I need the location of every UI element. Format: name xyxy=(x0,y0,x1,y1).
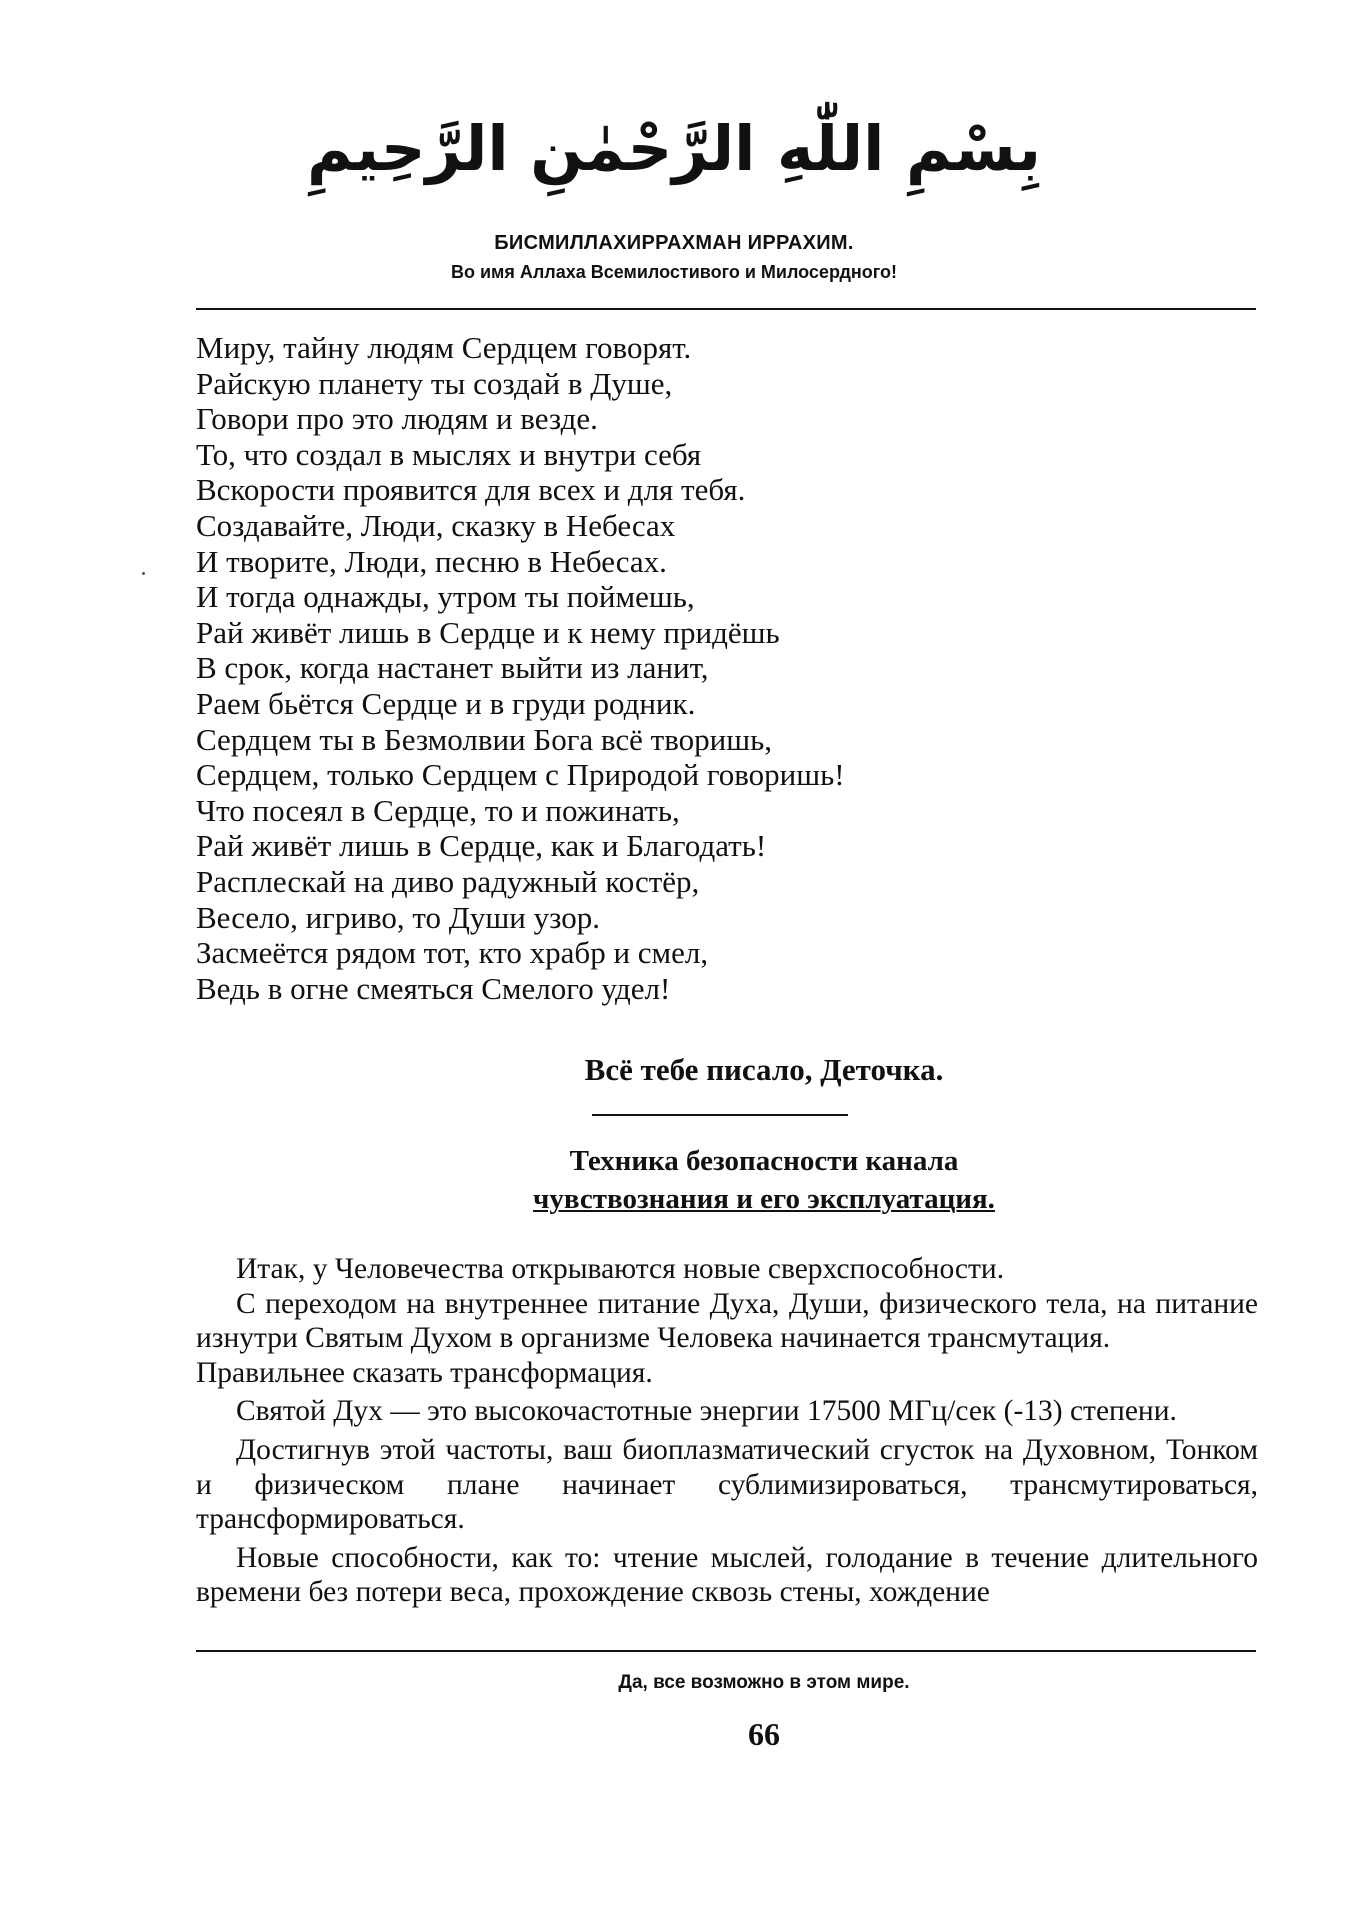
scan-speck xyxy=(142,572,145,575)
section-body xyxy=(196,1252,1258,1610)
poem-line: Засмеётся рядом тот, кто храбр и смел, xyxy=(196,935,709,971)
header-divider xyxy=(196,308,1256,310)
poem-line: Весело, игриво, то Души узор. xyxy=(196,899,600,935)
paragraph: Святой Дух — это высокочастотные энергии 17500 МГц/сек (-13) степени. xyxy=(236,1395,1177,1428)
paragraph: Правильнее сказать трансформация. xyxy=(196,1356,653,1389)
header-title: БИСМИЛЛАХИРРАХМАН ИРРАХИМ. xyxy=(494,232,854,254)
poem-line: Ведь в огне смеяться Смелого удел! xyxy=(196,970,671,1006)
poem-line: Раем бьётся Сердце и в груди родник. xyxy=(196,685,696,721)
section-divider xyxy=(592,1114,848,1116)
footer-divider xyxy=(196,1650,1256,1652)
section-heading xyxy=(0,1142,1348,1218)
poem-line: Что посеял в Сердце, то и пожинать, xyxy=(196,792,680,828)
poem-line: Сердцем, только Сердцем с Природой говоришь! xyxy=(196,757,845,793)
signature: Всё тебе писало, Деточка. xyxy=(584,1052,944,1087)
header-subtitle: Во имя Аллаха Всемилостивого и Милосердного! xyxy=(450,262,898,282)
paragraph: Достигнув этой частоты, ваш биоплазматический сгусток на Духовном, Тонком и физическом плане начинает сублимизироваться, трансмутироваться, трансформироваться. xyxy=(196,1433,1258,1536)
section-heading-line-1: Техника безопасности канала xyxy=(569,1145,959,1177)
basmala-calligraphy: بِسْمِ اللّٰهِ الرَّحْمٰنِ الرَّحِيمِ xyxy=(306,112,1042,185)
page-number: 66 xyxy=(748,1716,780,1752)
poem-line: Райскую планету ты создай в Душе, xyxy=(196,365,673,401)
poem-line: И творите, Люди, песню в Небесах. xyxy=(196,543,667,579)
poem-line: Миру, тайну людям Сердцем говорят. xyxy=(196,330,692,365)
poem-line: В срок, когда настанет выйти из ланит, xyxy=(196,650,709,686)
poem-line: Вскорости проявится для всех и для тебя. xyxy=(196,472,746,508)
paragraph: Итак, у Человечества открываются новые сверхспособности. xyxy=(236,1253,1005,1285)
poem-line: И тогда однажды, утром ты поймешь, xyxy=(196,579,695,615)
poem-line: Расплескай на диво радужный костёр, xyxy=(196,863,700,899)
footer-note: Да, все возможно в этом мире. xyxy=(618,1672,910,1693)
poem-line: Говори про это людям и везде. xyxy=(196,401,598,437)
paragraph: С переходом на внутреннее питание Духа, Души, физического тела, на питание изнутри Святым Духом в организме Человека начинается трансмутация. xyxy=(196,1287,1258,1355)
paragraph: Новые способности, как то: чтение мыслей, голодание в течение длительного времени без потери веса, прохождение сквозь стены, хождение xyxy=(196,1541,1258,1609)
poem-line: Рай живёт лишь в Сердце, как и Благодать! xyxy=(196,828,767,864)
poem xyxy=(196,330,1256,1006)
poem-line: То, что создал в мыслях и внутри себя xyxy=(196,436,702,472)
poem-line: Сердцем ты в Безмолвии Бога всё творишь, xyxy=(196,721,772,757)
poem-line: Рай живёт лишь в Сердце и к нему придёшь xyxy=(196,614,780,650)
poem-line: Создавайте, Люди, сказку в Небесах xyxy=(196,507,676,543)
section-heading-line-2: чувствознания и его эксплуатация. xyxy=(533,1183,995,1215)
